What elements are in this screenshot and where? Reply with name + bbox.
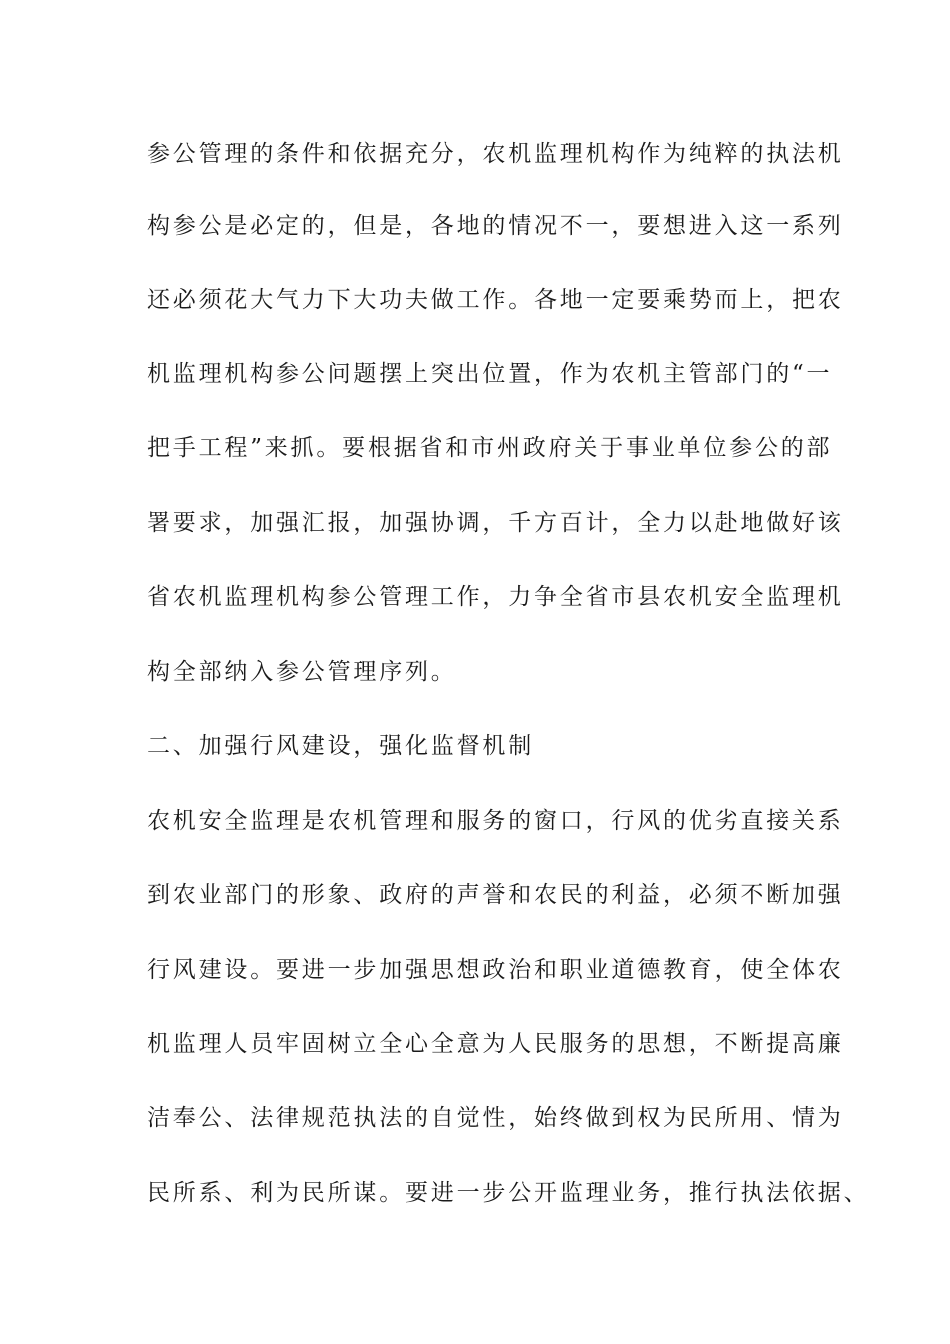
paragraph-line: 行风建设。要进一步加强思想政治和职业道德教育，使全体农	[147, 957, 844, 983]
paragraph-line: 参公管理的条件和依据充分，农机监理机构作为纯粹的执法机	[147, 141, 844, 167]
paragraph-line: 省农机监理机构参公管理工作，力争全省市县农机安全监理机	[147, 584, 844, 610]
paragraph-line: 洁奉公、法律规范执法的自觉性，始终做到权为民所用、情为	[147, 1105, 844, 1131]
section-heading: 二、加强行风建设，强化监督机制	[147, 733, 534, 759]
paragraph-line: 农机安全监理是农机管理和服务的窗口，行风的优劣直接关系	[147, 808, 844, 834]
paragraph-line: 署要求，加强汇报，加强协调，千方百计，全力以赴地做好该	[147, 510, 844, 536]
paragraph-line: 民所系、利为民所谋。要进一步公开监理业务，推行执法依据、	[147, 1180, 870, 1206]
paragraph-line: 构参公是必定的，但是，各地的情况不一，要想进入这一系列	[147, 213, 844, 239]
paragraph-line: 构全部纳入参公管理序列。	[147, 659, 457, 685]
paragraph-line: 到农业部门的形象、政府的声誉和农民的利益，必须不断加强	[147, 882, 844, 908]
paragraph-line: 机监理机构参公问题摆上突出位置，作为农机主管部门的“一	[147, 361, 833, 387]
paragraph-line: 机监理人员牢固树立全心全意为人民服务的思想，不断提高廉	[147, 1031, 844, 1057]
paragraph-line: 把手工程”来抓。要根据省和市州政府关于事业单位参公的部	[147, 435, 833, 461]
paragraph-line: 还必须花大气力下大功夫做工作。各地一定要乘势而上，把农	[147, 287, 844, 313]
